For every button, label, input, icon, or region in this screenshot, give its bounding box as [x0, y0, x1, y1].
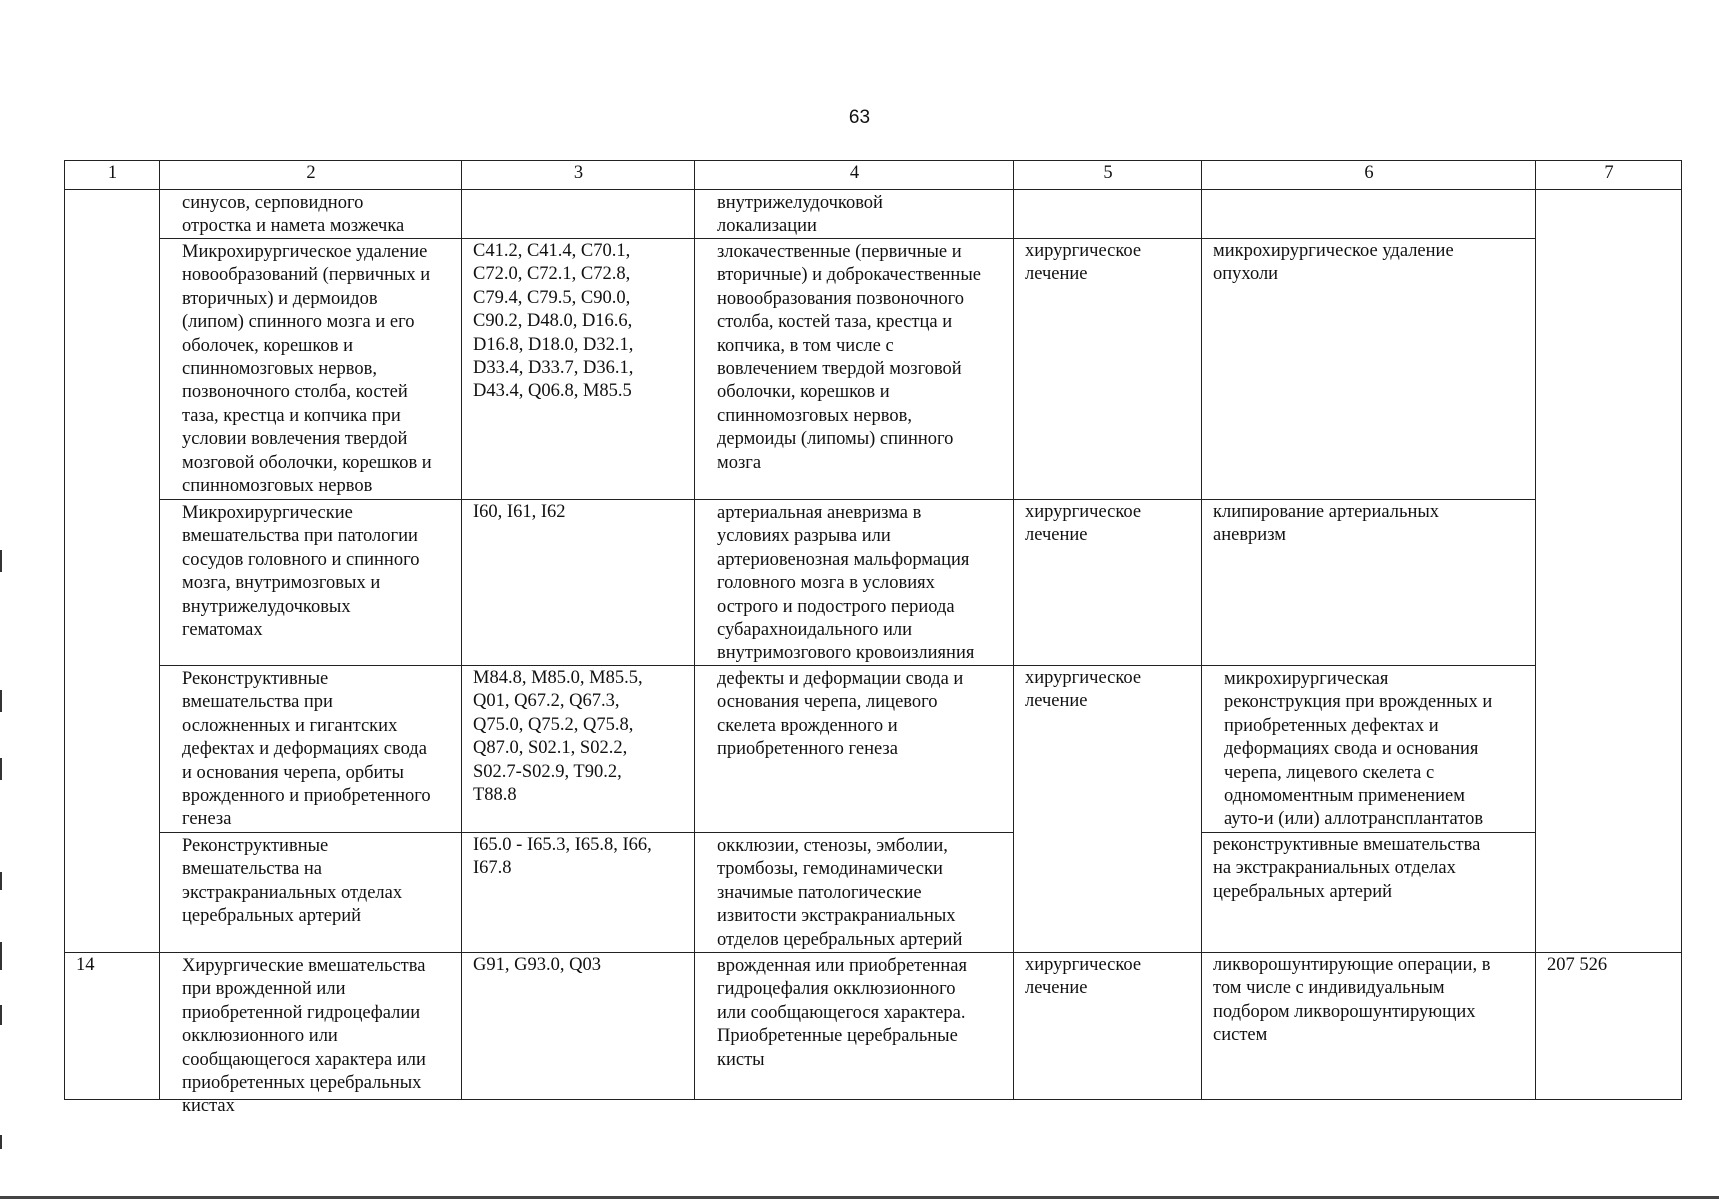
treatment-method-cell	[1202, 666, 1536, 833]
method-text: Хирургические вмешательства при врожденной или приобретенной гидроцефалии окклюзионного или сообщающегося характера или приобретенных церебральных кистах	[182, 956, 426, 1117]
treatment-type-cell: хирургическое лечение	[1014, 500, 1202, 666]
cost-cell: 207 526	[1536, 953, 1682, 1100]
scan-bottom-edge	[0, 1196, 1719, 1199]
method-cell	[160, 239, 462, 500]
diagnosis-cell	[695, 666, 1014, 833]
method-text: Реконструктивные вмешательства на экстракраниальных отделах церебральных артерий	[182, 836, 403, 927]
diagnosis-cell	[695, 239, 1014, 500]
diagnosis-text: дефекты и деформации свода и основания черепа, лицевого скелета врожденного и приобретенного генеза	[717, 669, 964, 760]
method-text: Микрохирургическое удаление новообразований (первичных и вторичных) и дермоидов (липом) спинного мозга и его оболочек, корешков и спинномозговых нервов, позвоночного столба, костей таза, крестца и копчика при условии вовлечения твердой мозговой оболочки, корешков и спинномозговых нервов	[182, 242, 432, 497]
treatment-method-cell: реконструктивные вмешательства на экстракраниальных отделах церебральных артерий	[1202, 833, 1536, 953]
method-text: Микрохирургические вмешательства при патологии сосудов головного и спинного мозга, внутримозговых и внутрижелудочковых гематомах	[182, 503, 420, 641]
diagnosis-cell	[695, 500, 1014, 666]
icd-codes-cell: M84.8, M85.0, M85.5, Q01, Q67.2, Q67.3, Q75.0, Q75.2, Q75.8, Q87.0, S02.1, S02.2, S02.7-S02.9, T90.2, T88.8	[462, 666, 695, 833]
table-row	[65, 833, 1682, 953]
table-row	[65, 666, 1682, 833]
method-cell	[160, 190, 462, 239]
header-col-3: 3	[462, 161, 695, 190]
treatment-method-cell: микрохирургическое удаление опухоли	[1202, 239, 1536, 500]
icd-codes-cell: I65.0 - I65.3, I65.8, I66, I67.8	[462, 833, 695, 953]
treatment-type-cell: хирургическое лечение	[1014, 953, 1202, 1100]
method-text: синусов, серповидного отростка и намета мозжечка	[182, 193, 405, 237]
treatment-method-cell: клипирование артериальных аневризм	[1202, 500, 1536, 666]
treatment-type-cell	[1014, 190, 1202, 239]
method-cell	[160, 953, 462, 1117]
diagnosis-cell	[695, 833, 1014, 953]
row-number-cell: 14	[65, 953, 160, 1100]
scan-margin-marks	[0, 500, 3, 1150]
diagnosis-text: врожденная или приобретенная гидроцефалия окклюзионного или сообщающегося характера. Приобретенные церебральные кисты	[717, 956, 967, 1070]
header-col-4: 4	[695, 161, 1014, 190]
header-col-7: 7	[1536, 161, 1682, 190]
header-col-1: 1	[65, 161, 160, 190]
table-row	[65, 953, 1682, 1100]
header-col-5: 5	[1014, 161, 1202, 190]
icd-codes-cell: G91, G93.0, Q03	[462, 953, 695, 1100]
procedures-table	[64, 160, 1682, 1117]
cost-cell	[1536, 190, 1682, 953]
icd-codes-cell	[462, 190, 695, 239]
icd-codes-cell: C41.2, C41.4, C70.1, C72.0, C72.1, C72.8, C79.4, C79.5, C90.0, C90.2, D48.0, D16.6, D16.8, D18.0, D32.1, D33.4, D33.7, D36.1, D43.4, Q06.8, M85.5	[462, 239, 695, 500]
method-text: Реконструктивные вмешательства при осложненных и гигантских дефектах и деформациях свода и основания черепа, орбиты врожденного и приобретенного генеза	[182, 669, 431, 830]
method-cell	[160, 833, 462, 953]
header-row	[65, 161, 1682, 190]
table-row	[65, 500, 1682, 666]
header-col-6: 6	[1202, 161, 1536, 190]
treatment-type-cell: хирургическое лечение	[1014, 239, 1202, 500]
diagnosis-text: злокачественные (первичные и вторичные) и доброкачественные новообразования позвоночного столба, костей таза, крестца и копчика, в том числе с вовлечением твердой мозговой оболочки, корешков и спинномозговых нервов, дермоиды (липомы) спинного мозга	[717, 242, 981, 473]
treatment-method-text: микрохирургическая реконструкция при врожденных и приобретенных дефектах и деформациях свода и основания черепа, лицевого скелета с одномоментным применением ауто-и (или) аллотрансплантатов	[1224, 669, 1493, 830]
table-row	[65, 190, 1682, 239]
treatment-type-cell: хирургическое лечение	[1014, 666, 1202, 953]
treatment-method-cell: ликворошунтирующие операции, в том числе с индивидуальным подбором ликворошунтирующих систем	[1202, 953, 1536, 1100]
diagnosis-text: артериальная аневризма в условиях разрыва или артериовенозная мальформация головного мозга в условиях острого и подострого периода субарахноидального или внутримозгового кровоизлияния	[717, 503, 975, 664]
diagnosis-text: окклюзии, стенозы, эмболии, тромбозы, гемодинамически значимые патологические извитости экстракраниальных отделов церебральных артерий	[717, 836, 963, 950]
diagnosis-text: внутрижелудочковой локализации	[717, 193, 883, 237]
diagnosis-cell	[695, 953, 1014, 1100]
page-number: 63	[848, 107, 871, 128]
table-row	[65, 239, 1682, 500]
row-number-cell	[65, 190, 160, 953]
header-col-2: 2	[160, 161, 462, 190]
diagnosis-cell	[695, 190, 1014, 239]
treatment-method-cell	[1202, 190, 1536, 239]
method-cell	[160, 666, 462, 833]
icd-codes-cell: I60, I61, I62	[462, 500, 695, 666]
method-cell	[160, 500, 462, 666]
